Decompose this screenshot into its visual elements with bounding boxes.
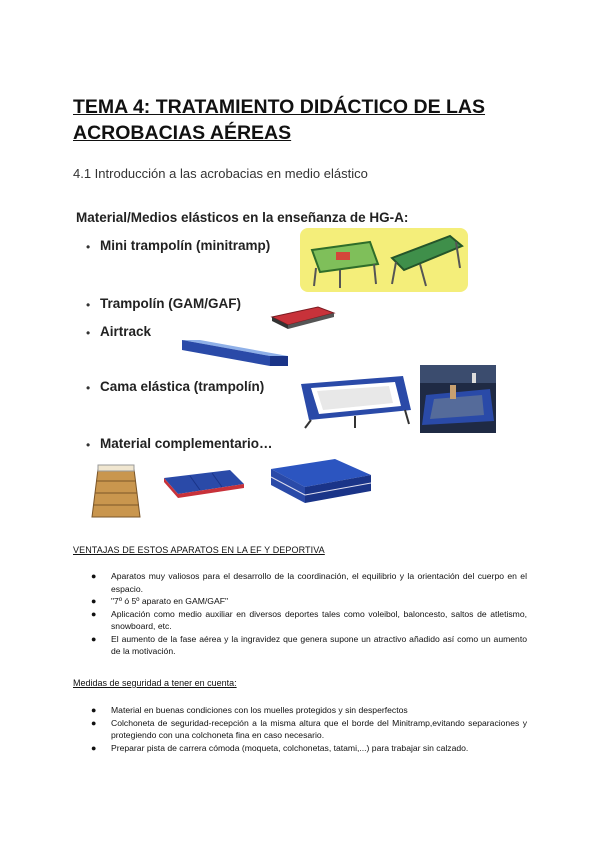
list-item: ● Colchoneta de seguridad-recepción a la misma altura que el borde del Minitramp,evitando separaciones y protegiendo con una colchoneta fina en caso necesario. — [91, 717, 527, 740]
colchoneta-seguridad-image — [265, 457, 375, 507]
minitramp-image — [300, 228, 468, 292]
figure-bullet: • — [86, 381, 91, 395]
cama-elastica-image — [295, 370, 415, 430]
figure-item-complementario: Material complementario… — [100, 436, 273, 451]
ventajas-list — [90, 570, 527, 658]
plinto-image — [88, 463, 144, 519]
section-heading-ventajas: VENTAJAS DE ESTOS APARATOS EN LA EF Y DEPORTIVA — [73, 545, 325, 555]
section-heading-seguridad: Medidas de seguridad a tener en cuenta: — [73, 678, 237, 688]
colchoneta-image — [160, 466, 246, 500]
figure-item-trampolin: Trampolín (GAM/GAF) — [100, 296, 241, 311]
figure-item-airtrack: Airtrack — [100, 324, 152, 339]
list-item: ● Aparatos muy valiosos para el desarrollo de la coordinación, el equilibrio y la orientación del cuerpo en el espacio. — [91, 571, 527, 594]
page-title: TEMA 4: TRATAMIENTO DIDÁCTICO DE LAS ACROBACIAS AÉREAS — [73, 96, 486, 144]
figure-heading: Material/Medios elásticos en la enseñanza de HG-A: — [76, 210, 409, 225]
section-subtitle: 4.1 Introducción a las acrobacias en medio elástico — [73, 166, 368, 181]
list-item: ● Aplicación como medio auxiliar en diversos deportes tales como voleibol, baloncesto, saltos de atletismo, snowboard, etc. — [91, 608, 527, 631]
list-item: ● Material en buenas condiciones con los muelles protegidos y sin desperfectos — [91, 705, 408, 715]
figure-bullet: • — [86, 240, 91, 254]
cama-elastica-photo — [420, 365, 496, 433]
figure-item-minitramp: Mini trampolín (minitramp) — [100, 238, 271, 253]
seguridad-list — [90, 704, 527, 754]
figure-bullet: • — [86, 438, 91, 452]
figure-item-cama-elastica: Cama elástica (trampolín) — [100, 379, 265, 394]
figure-bullet: • — [86, 298, 91, 312]
trampolin-gam-image — [268, 303, 336, 331]
list-item: ● Preparar pista de carrera cómoda (moqueta, colchonetas, tatami,...) para trabajar sin calzado. — [91, 742, 469, 753]
list-item: ● El aumento de la fase aérea y la ingravidez que genera supone un atractivo añadido así como un aumento de la motivación. — [91, 633, 527, 656]
figure-bullet: • — [86, 326, 91, 340]
list-item: ● "7º ó 5º aparato en GAM/GAF" — [91, 596, 228, 606]
airtrack-image — [180, 334, 290, 368]
